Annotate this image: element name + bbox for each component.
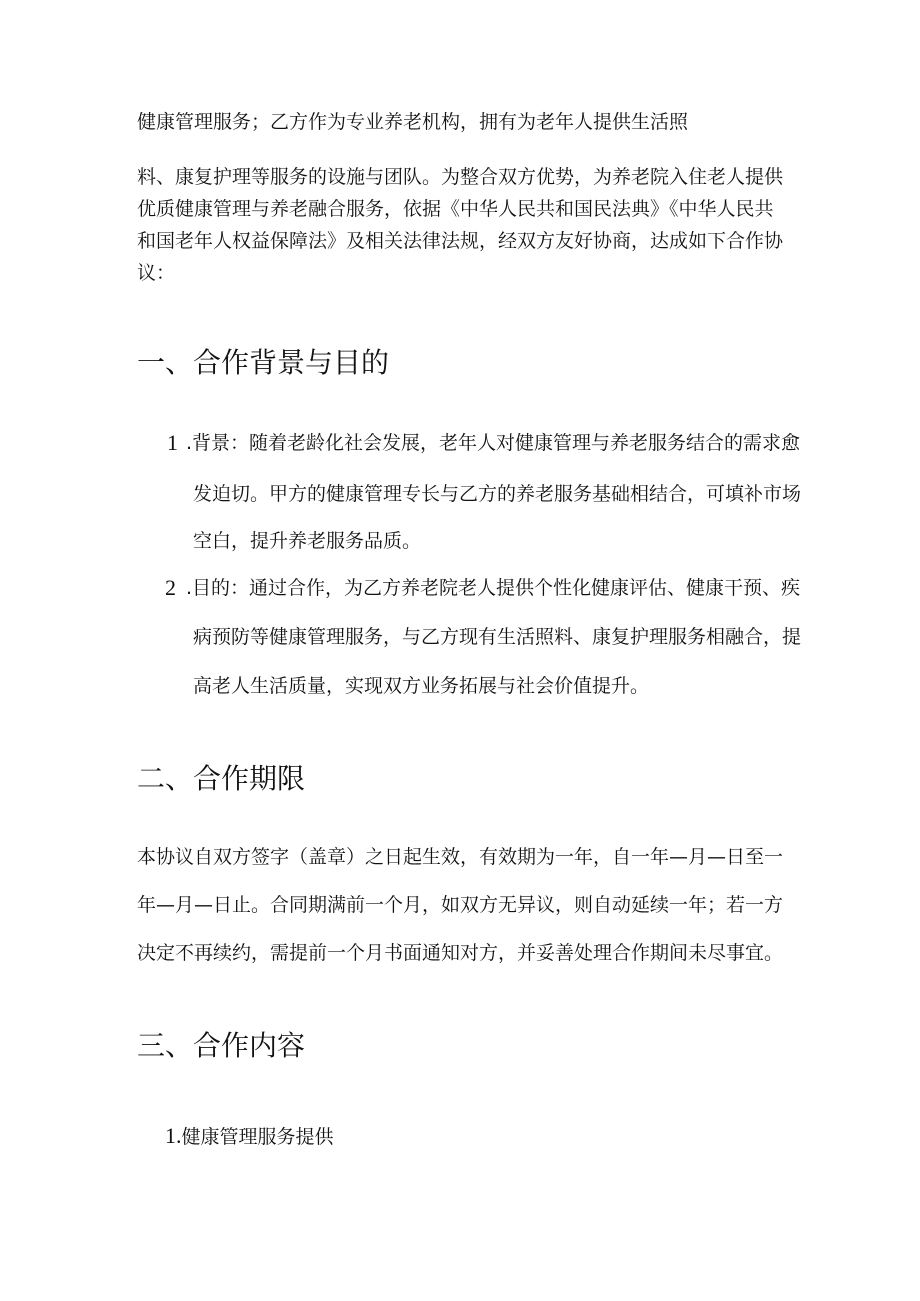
section2-heading: 二、合作期限 bbox=[137, 762, 306, 795]
section3-subitem-number: 1. bbox=[165, 1123, 182, 1148]
section1-item2-number: 2 bbox=[165, 575, 176, 600]
section3-subitem-1 bbox=[165, 1124, 334, 1149]
section1-heading: 一、合作背景与目的 bbox=[137, 346, 390, 379]
section1-item2-line-3: 高老人生活质量，实现双方业务拓展与社会价值提升。 bbox=[193, 675, 650, 697]
section1-item2-line-2: 病预防等健康管理服务，与乙方现有生活照料、康复护理服务相融合，提 bbox=[193, 626, 802, 648]
intro-line-3: 优质健康管理与养老融合服务，依据《中华人民共和国民法典》《中华人民共 bbox=[137, 198, 774, 220]
section1-item1-number: 1 bbox=[167, 430, 178, 455]
section1-item1-line-2: 发迫切。甲方的健康管理专长与乙方的养老服务基础相结合，可填补市场 bbox=[193, 483, 802, 505]
section2-line-3: 决定不再续约，需提前一个月书面通知对方，并妥善处理合作期间未尽事宜。 bbox=[137, 942, 784, 964]
section3-subitem-label: 健康管理服务提供 bbox=[181, 1126, 334, 1148]
section1-item2-line-1: .目的：通过合作，为乙方养老院老人提供个性化健康评估、健康干预、疾 bbox=[186, 577, 801, 599]
section3-heading: 三、合作内容 bbox=[137, 1029, 306, 1062]
section1-item1-line-3: 空白，提升养老服务品质。 bbox=[193, 530, 422, 552]
intro-line-5: 议： bbox=[137, 262, 176, 284]
section2-line-1: 本协议自双方签字（盖章）之日起生效，有效期为一年，自一年—月—日至一 bbox=[137, 846, 784, 868]
section1-item1-line-1: .背景：随着老龄化社会发展，老年人对健康管理与养老服务结合的需求愈 bbox=[186, 432, 801, 454]
intro-line-2: 料、康复护理等服务的设施与团队。为整合双方优势，为养老院入住老人提供 bbox=[137, 166, 784, 188]
intro-line-1: 健康管理服务；乙方作为专业养老机构，拥有为老年人提供生活照 bbox=[137, 111, 689, 133]
intro-line-4: 和国老年人权益保障法》及相关法律法规，经双方友好协商，达成如下合作协 bbox=[137, 230, 784, 252]
section2-line-2: 年—月—日止。合同期满前一个月，如双方无异议，则自动延续一年；若一方 bbox=[137, 894, 784, 916]
